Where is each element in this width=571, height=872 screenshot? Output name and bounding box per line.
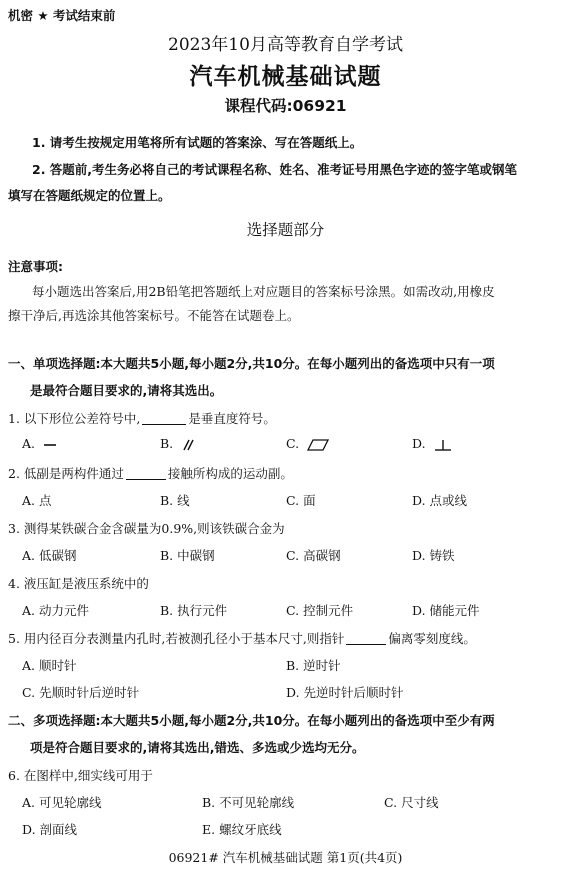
q6-option-c: C. 尺寸线 xyxy=(384,795,439,810)
question-5 xyxy=(8,629,476,647)
q1-option-a: A. xyxy=(22,436,57,451)
page-footer: 06921# 汽车机械基础试题 第1页(共4页) xyxy=(168,850,403,865)
question-5-stem: 5. 用内径百分表测量内孔时,若被测孔径小于基本尺寸,则指针 xyxy=(8,631,345,646)
question-2-tail: 接触所构成的运动副。 xyxy=(167,466,293,481)
straightness-symbol-icon xyxy=(43,440,57,450)
q2-option-a: A. 点 xyxy=(22,493,52,508)
q2-option-d: D. 点或线 xyxy=(412,493,468,508)
q2-option-c: C. 面 xyxy=(286,493,316,508)
course-code: 课程代码:06921 xyxy=(224,97,347,115)
question-1-stem: 1. 以下形位公差符号中, xyxy=(8,411,141,426)
confidential-tag: 机密 ★ 考试结束前 xyxy=(8,8,116,23)
section-title: 选择题部分 xyxy=(246,221,325,239)
question-6: 6. 在图样中,细实线可用于 xyxy=(8,768,153,783)
q5-option-c: C. 先顺时针后逆时针 xyxy=(22,685,140,700)
question-5-tail: 偏离零刻度线。 xyxy=(388,631,476,646)
q1-option-d: D. xyxy=(412,436,452,451)
q5-option-d: D. 先逆时针后顺时针 xyxy=(286,685,404,700)
q6-option-d: D. 剖面线 xyxy=(22,822,78,837)
notice-line-1: 每小题选出答案后,用2B铅笔把答题纸上对应题目的答案标号涂黑。如需改动,用橡皮 xyxy=(32,284,495,299)
q3-option-d: D. 铸铁 xyxy=(412,548,455,563)
answer-blank xyxy=(126,478,166,480)
exam-title: 2023年10月高等教育自学考试 xyxy=(168,35,403,55)
flatness-symbol-icon xyxy=(307,439,329,451)
q6-option-a: A. 可见轮廓线 xyxy=(22,795,102,810)
q4-option-d: D. 储能元件 xyxy=(412,603,480,618)
q5-option-b: B. 逆时针 xyxy=(286,658,341,673)
q6-option-e: E. 螺纹牙底线 xyxy=(202,822,282,837)
question-2-stem: 2. 低副是两构件通过 xyxy=(8,466,124,481)
q1-option-c: C. xyxy=(286,436,329,451)
q2-option-b: B. 线 xyxy=(160,493,190,508)
question-2 xyxy=(8,464,293,482)
instruction-2-cont: 填写在答题纸规定的位置上。 xyxy=(8,188,171,203)
q1-option-b: B. xyxy=(160,436,195,451)
part2-heading: 二、多项选择题:本大题共5小题,每小题2分,共10分。在每小题列出的备选项中至少有两 xyxy=(8,713,495,728)
parallelism-symbol-icon xyxy=(181,439,195,451)
notice-label: 注意事项: xyxy=(8,259,63,274)
question-1-tail: 是垂直度符号。 xyxy=(188,411,276,426)
q3-option-a: A. 低碳钢 xyxy=(22,548,77,563)
q4-option-c: C. 控制元件 xyxy=(286,603,354,618)
q3-option-b: B. 中碳钢 xyxy=(160,548,215,563)
q4-option-a: A. 动力元件 xyxy=(22,603,89,618)
question-3: 3. 测得某铁碳合金含碳量为0.9%,则该铁碳合金为 xyxy=(8,521,285,536)
answer-blank xyxy=(346,643,386,645)
paper-title: 汽车机械基础试题 xyxy=(189,64,382,90)
question-1 xyxy=(8,409,276,427)
q6-option-b: B. 不可见轮廓线 xyxy=(202,795,295,810)
answer-blank xyxy=(142,423,186,425)
instruction-1: 1. 请考生按规定用笔将所有试题的答案涂、写在答题纸上。 xyxy=(32,135,363,150)
q5-option-a: A. 顺时针 xyxy=(22,658,77,673)
part2-heading-cont: 项是符合题目要求的,请将其选出,错选、多选或少选均无分。 xyxy=(30,740,365,755)
part1-heading: 一、单项选择题:本大题共5小题,每小题2分,共10分。在每小题列出的备选项中只有一项 xyxy=(8,356,495,371)
q3-option-c: C. 高碳钢 xyxy=(286,548,341,563)
question-4: 4. 液压缸是液压系统中的 xyxy=(8,576,149,591)
instruction-2: 2. 答题前,考生务必将自己的考试课程名称、姓名、准考证号用黑色字迹的签字笔或钢笔 xyxy=(32,162,518,177)
q4-option-b: B. 执行元件 xyxy=(160,603,228,618)
perpendicularity-symbol-icon xyxy=(434,439,452,451)
part1-heading-cont: 是最符合题目要求的,请将其选出。 xyxy=(30,383,223,398)
notice-line-2: 擦干净后,再选涂其他答案标号。不能答在试题卷上。 xyxy=(8,308,300,323)
